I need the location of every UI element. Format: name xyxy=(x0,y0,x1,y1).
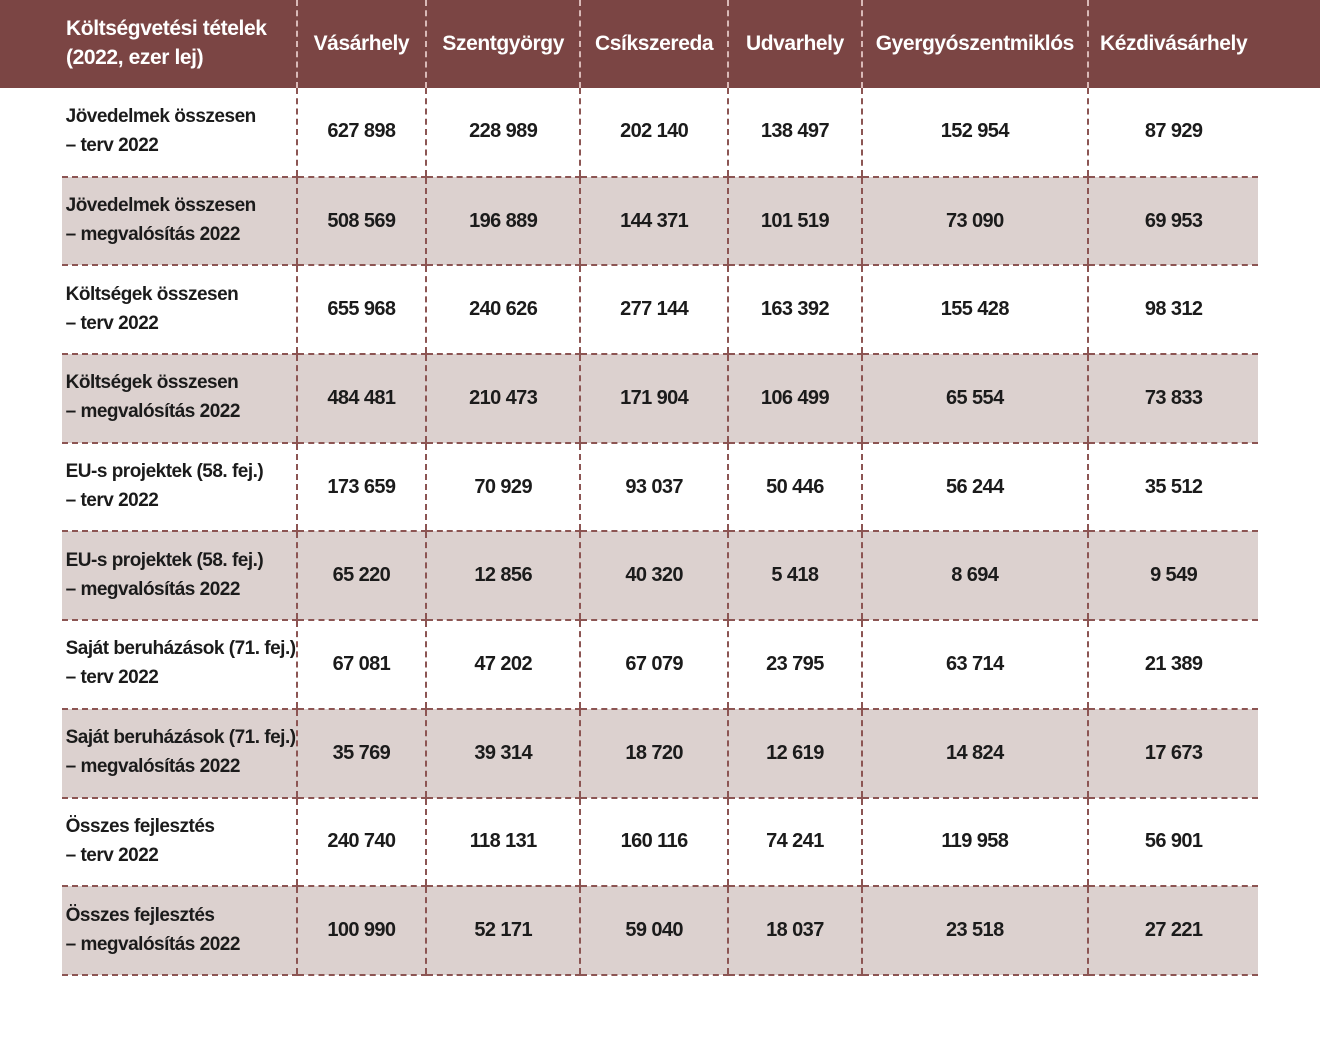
table-cell: 118 131 xyxy=(426,798,580,887)
table-cell: 101 519 xyxy=(728,177,862,266)
table-cell: 23 518 xyxy=(862,886,1088,975)
table-cell: 8 694 xyxy=(862,531,1088,620)
table-row xyxy=(0,886,1320,975)
table-row xyxy=(0,531,1320,620)
header-label-line2: (2022, ezer lej) xyxy=(66,46,204,69)
row-margin xyxy=(0,531,62,620)
table-cell: 627 898 xyxy=(297,88,427,177)
row-label xyxy=(62,709,297,798)
row-margin xyxy=(0,88,62,177)
row-margin xyxy=(1258,886,1320,975)
table-cell: 18 720 xyxy=(580,709,728,798)
row-label-line2: – megvalósítás 2022 xyxy=(65,933,240,955)
table-cell: 73 833 xyxy=(1088,354,1258,443)
table-cell: 106 499 xyxy=(728,354,862,443)
table-cell: 173 659 xyxy=(297,443,427,532)
row-label xyxy=(62,177,297,266)
table-cell: 144 371 xyxy=(580,177,728,266)
table-cell: 52 171 xyxy=(426,886,580,975)
row-label-line1: EU-s projektek (58. fej.) xyxy=(65,549,264,571)
table-cell: 67 081 xyxy=(297,620,427,709)
header-spacer xyxy=(1258,0,1320,88)
table-row xyxy=(0,620,1320,709)
row-margin xyxy=(1258,443,1320,532)
table-cell: 35 512 xyxy=(1088,443,1258,532)
table-cell: 35 769 xyxy=(297,709,427,798)
table-cell: 87 929 xyxy=(1088,88,1258,177)
table-cell: 27 221 xyxy=(1088,886,1258,975)
row-label xyxy=(62,443,297,532)
table-cell: 17 673 xyxy=(1088,709,1258,798)
table-cell: 163 392 xyxy=(728,265,862,354)
table-cell: 5 418 xyxy=(728,531,862,620)
table-cell: 484 481 xyxy=(297,354,427,443)
row-label xyxy=(62,798,297,887)
table-cell: 210 473 xyxy=(426,354,580,443)
column-header: Udvarhely xyxy=(728,0,862,88)
table-cell: 202 140 xyxy=(580,88,728,177)
row-margin xyxy=(0,620,62,709)
row-label-line1: Saját beruházások (71. fej.) xyxy=(65,727,296,749)
row-label-line2: – megvalósítás 2022 xyxy=(65,224,240,246)
row-label-line1: Jövedelmek összesen xyxy=(65,195,256,217)
row-margin xyxy=(1258,354,1320,443)
row-label-line1: Jövedelmek összesen xyxy=(65,105,256,127)
row-label-line1: Költségek összesen xyxy=(65,283,239,305)
row-margin xyxy=(0,886,62,975)
table-cell: 228 989 xyxy=(426,88,580,177)
table-cell: 100 990 xyxy=(297,886,427,975)
table-cell: 240 740 xyxy=(297,798,427,887)
table-cell: 67 079 xyxy=(580,620,728,709)
row-margin xyxy=(0,443,62,532)
column-header: Kézdivásárhely xyxy=(1088,0,1258,88)
table-cell: 65 220 xyxy=(297,531,427,620)
row-label xyxy=(62,886,297,975)
row-margin xyxy=(1258,620,1320,709)
row-margin xyxy=(0,798,62,887)
table-cell: 14 824 xyxy=(862,709,1088,798)
row-margin xyxy=(1258,265,1320,354)
row-label-line2: – terv 2022 xyxy=(65,134,159,156)
row-label xyxy=(62,88,297,177)
table-cell: 21 389 xyxy=(1088,620,1258,709)
table-cell: 12 856 xyxy=(426,531,580,620)
row-label-line2: – terv 2022 xyxy=(65,312,159,334)
table-cell: 65 554 xyxy=(862,354,1088,443)
table-cell: 155 428 xyxy=(862,265,1088,354)
table-row xyxy=(0,443,1320,532)
table-cell: 59 040 xyxy=(580,886,728,975)
table-cell: 152 954 xyxy=(862,88,1088,177)
table-cell: 73 090 xyxy=(862,177,1088,266)
row-label-line2: – terv 2022 xyxy=(65,844,159,866)
row-margin xyxy=(1258,177,1320,266)
row-label-line2: – megvalósítás 2022 xyxy=(65,578,240,600)
column-header: Vásárhely xyxy=(297,0,427,88)
row-margin xyxy=(0,709,62,798)
table-cell: 70 929 xyxy=(426,443,580,532)
table-cell: 12 619 xyxy=(728,709,862,798)
table-cell: 74 241 xyxy=(728,798,862,887)
table-cell: 40 320 xyxy=(580,531,728,620)
row-label-line1: EU-s projektek (58. fej.) xyxy=(65,461,264,483)
table-cell: 23 795 xyxy=(728,620,862,709)
table-cell: 196 889 xyxy=(426,177,580,266)
table-cell: 69 953 xyxy=(1088,177,1258,266)
column-header: Csíkszereda xyxy=(580,0,728,88)
table-cell: 56 244 xyxy=(862,443,1088,532)
row-label-line2: – megvalósítás 2022 xyxy=(65,756,240,778)
header-label-line1: Költségvetési tételek xyxy=(66,17,267,40)
table-cell: 56 901 xyxy=(1088,798,1258,887)
row-label-line2: – terv 2022 xyxy=(65,667,159,689)
row-label xyxy=(62,354,297,443)
table-cell: 98 312 xyxy=(1088,265,1258,354)
table-cell: 138 497 xyxy=(728,88,862,177)
row-label xyxy=(62,265,297,354)
table-cell: 18 037 xyxy=(728,886,862,975)
table-row xyxy=(0,798,1320,887)
table-row xyxy=(0,88,1320,177)
table-cell: 160 116 xyxy=(580,798,728,887)
header-label xyxy=(0,0,297,88)
table-cell: 39 314 xyxy=(426,709,580,798)
row-label-line2: – megvalósítás 2022 xyxy=(65,401,240,423)
column-header: Gyergyószentmiklós xyxy=(862,0,1088,88)
table-cell: 50 446 xyxy=(728,443,862,532)
header-row xyxy=(0,0,1320,88)
row-label-line1: Összes fejlesztés xyxy=(65,904,215,926)
row-margin xyxy=(1258,88,1320,177)
table-row xyxy=(0,265,1320,354)
row-label-line1: Saját beruházások (71. fej.) xyxy=(65,638,296,660)
row-label xyxy=(62,620,297,709)
row-margin xyxy=(0,265,62,354)
column-header: Szentgyörgy xyxy=(426,0,580,88)
row-margin xyxy=(1258,709,1320,798)
table-cell: 119 958 xyxy=(862,798,1088,887)
row-label-line1: Költségek összesen xyxy=(65,372,239,394)
table-row xyxy=(0,177,1320,266)
table-cell: 655 968 xyxy=(297,265,427,354)
row-margin xyxy=(0,354,62,443)
table-cell: 93 037 xyxy=(580,443,728,532)
table-cell: 240 626 xyxy=(426,265,580,354)
row-label-line1: Összes fejlesztés xyxy=(65,815,215,837)
row-margin xyxy=(1258,798,1320,887)
table-cell: 171 904 xyxy=(580,354,728,443)
table-cell: 9 549 xyxy=(1088,531,1258,620)
row-margin xyxy=(0,177,62,266)
table-cell: 63 714 xyxy=(862,620,1088,709)
table-cell: 277 144 xyxy=(580,265,728,354)
table-cell: 47 202 xyxy=(426,620,580,709)
table-row xyxy=(0,354,1320,443)
row-margin xyxy=(1258,531,1320,620)
row-label-line2: – terv 2022 xyxy=(65,490,159,512)
row-label xyxy=(62,531,297,620)
table-row xyxy=(0,709,1320,798)
table-cell: 508 569 xyxy=(297,177,427,266)
